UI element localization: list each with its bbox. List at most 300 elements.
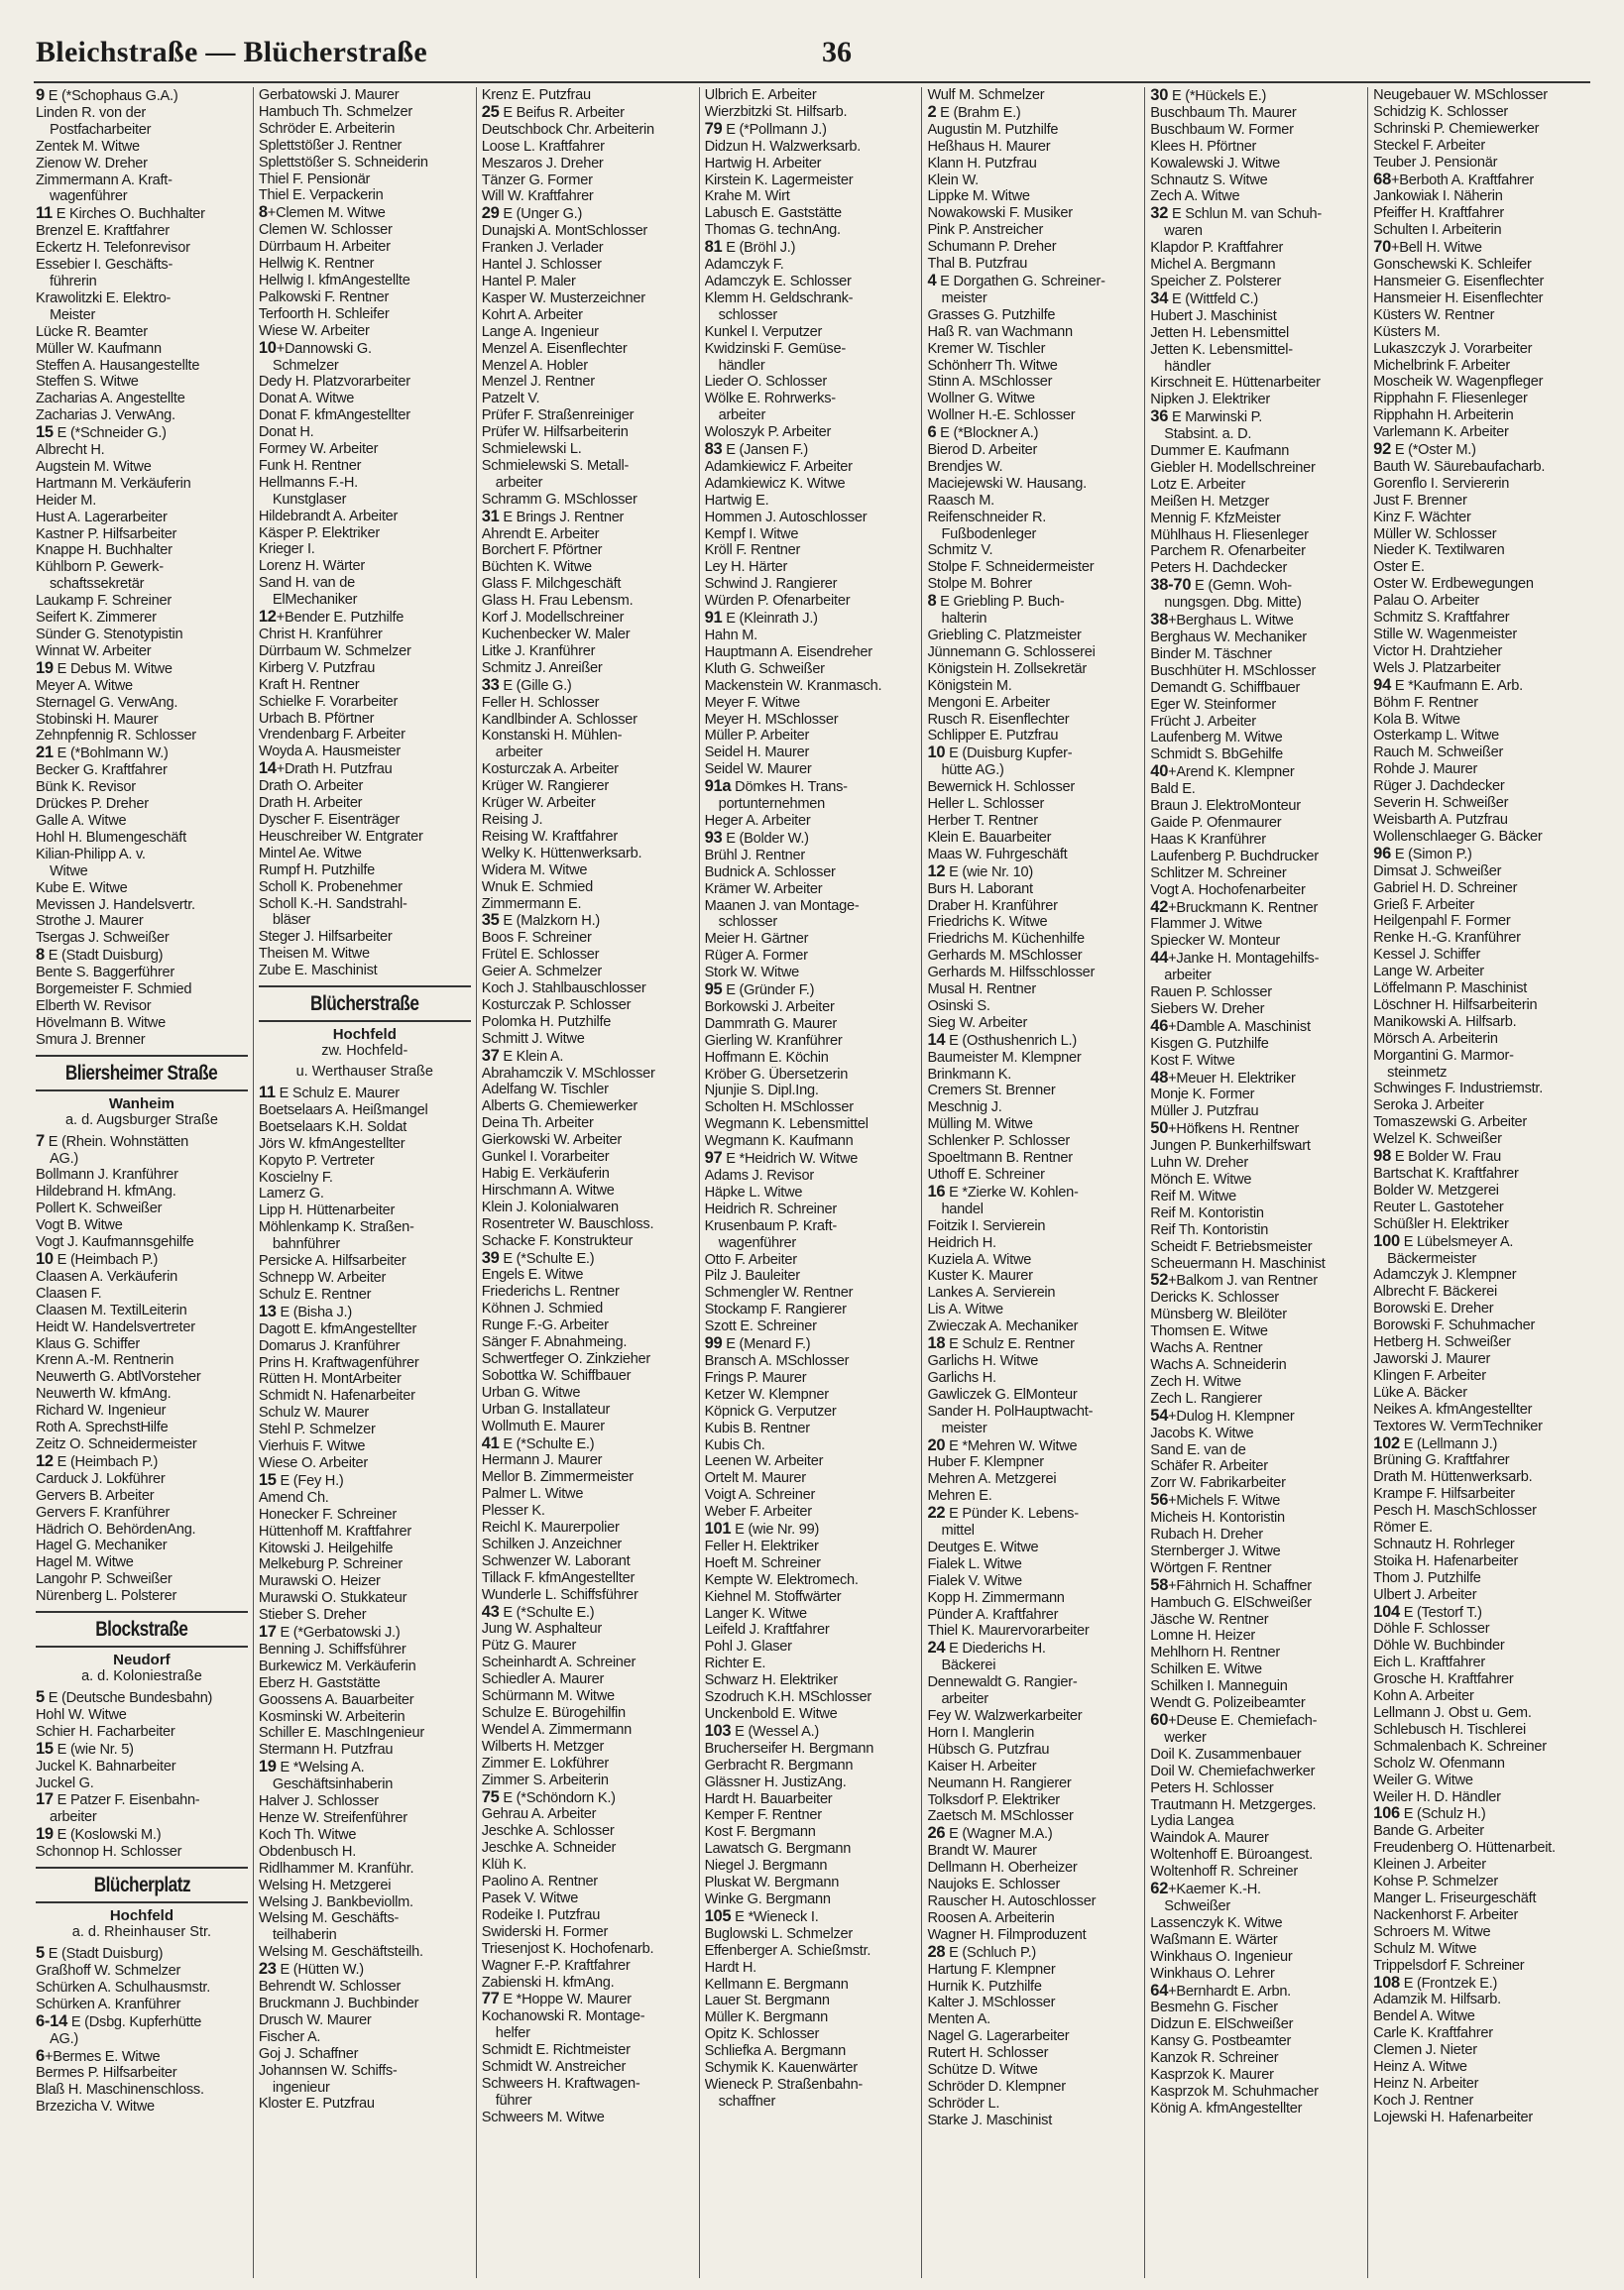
entry-text: Huber F. Klempner: [927, 1454, 1044, 1471]
entry-text: Tsergas J. Schweißer: [36, 930, 170, 947]
resident-entry: [705, 1943, 917, 1960]
entry-text: Jeschke A. Schlosser: [481, 1823, 615, 1840]
entry-text: Trautmann H. Metzgerges.: [1150, 1796, 1317, 1813]
entry-text: Stobinski H. Maurer: [36, 711, 159, 728]
resident-entry: [482, 1402, 694, 1419]
resident-entry: [1373, 1452, 1585, 1469]
entry-text: Schwenzer W. Laborant: [481, 1552, 631, 1569]
entry-text: Schwind J. Rangierer: [704, 576, 838, 593]
resident-entry: [705, 761, 917, 778]
entry-text: arbeiter: [50, 1809, 97, 1826]
resident-entry: [482, 1368, 694, 1385]
entry-text: Varlemann K. Arbeiter: [1373, 424, 1509, 441]
entry-text: Schweers H. Kraftwagen-: [481, 2075, 640, 2092]
entry-text: Wachs A. Schneiderin: [1150, 1356, 1287, 1373]
entry-text: E (*Schophaus G.A.): [44, 88, 178, 104]
entry-text: Kuchenbecker W. Maler: [481, 627, 631, 642]
entry-text: E (Fey H.): [276, 1472, 344, 1489]
resident-entry: [705, 1353, 917, 1370]
resident-entry: [705, 324, 917, 341]
resident-entry: [927, 728, 1139, 744]
resident-entry: [259, 1438, 471, 1455]
entry-text: Litke J. Kranführer: [481, 642, 596, 659]
entry-text: Maanen J. van Montage-: [704, 897, 860, 914]
house-entry: [927, 1335, 1139, 1353]
house-number: 16: [927, 1183, 946, 1201]
entry-text: Stinn A. MSchlosser: [927, 374, 1053, 391]
entry-text: Moscheik W. Wagenpfleger: [1373, 374, 1544, 391]
entry-text: Wiese O. Arbeiter: [258, 1454, 368, 1471]
resident-entry: [259, 1321, 471, 1338]
resident-entry: [482, 1907, 694, 1924]
entry-text: E Schlun M. van Schuh-: [1168, 206, 1323, 223]
resident-entry: [36, 1386, 248, 1403]
entry-text: Schwarz H. Elektriker: [704, 1672, 838, 1689]
entry-continuation: [259, 1776, 471, 1793]
resident-entry: [482, 458, 694, 475]
entry-text: Adamczyk F.: [704, 257, 784, 274]
resident-entry: [482, 1098, 694, 1115]
entry-text: schlosser: [718, 306, 777, 323]
entry-text: Demandt G. Schiffbauer: [1150, 679, 1301, 696]
entry-text: Bierod D. Arbeiter: [927, 442, 1038, 459]
resident-entry: [927, 139, 1139, 156]
resident-entry: [1373, 1351, 1585, 1368]
entry-text: Heuschreiber W. Entgrater: [258, 828, 423, 845]
entry-text: Schrinski P. Chemiewerker: [1373, 120, 1540, 137]
resident-entry: [482, 1874, 694, 1890]
house-entry: [1373, 677, 1585, 695]
entry-text: Langohr P. Schweißer: [36, 1571, 173, 1588]
entry-continuation: [1373, 1251, 1585, 1268]
entry-text: Hartmann M. Verkäuferin: [36, 475, 191, 492]
entry-continuation: [927, 526, 1139, 543]
entry-text: Ortelt M. Maurer: [704, 1470, 806, 1487]
resident-entry: [705, 1656, 917, 1672]
house-number: 68: [1373, 171, 1392, 188]
house-entry: [1150, 408, 1362, 426]
resident-entry: [482, 2110, 694, 2126]
entry-text: Wiese W. Arbeiter: [258, 322, 370, 339]
resident-entry: [482, 223, 694, 240]
resident-entry: [1373, 1874, 1585, 1890]
entry-text: Rosentreter W. Bauschloss.: [481, 1215, 654, 1232]
house-entry: [927, 744, 1139, 762]
entry-text: Steckel F. Arbeiter: [1373, 137, 1486, 154]
entry-text: E (wie Nr. 99): [731, 1522, 820, 1539]
entry-text: Kasper W. Musterzeichner: [481, 289, 645, 306]
resident-entry: [705, 1033, 917, 1050]
house-entry: [36, 205, 248, 223]
entry-text: Giebler H. Modellschreiner: [1150, 459, 1316, 476]
entry-text: Clemen W. Schlosser: [258, 222, 393, 239]
house-entry: [259, 609, 471, 627]
entry-text: Brenzel E. Kraftfahrer: [36, 223, 170, 240]
resident-entry: [36, 1234, 248, 1251]
resident-entry: [1373, 257, 1585, 274]
entry-continuation: [482, 2093, 694, 2110]
entry-text: Sünder G. Stenotypistin: [36, 627, 183, 642]
resident-entry: [1150, 1222, 1362, 1239]
entry-text: hütte AG.): [941, 762, 1004, 779]
resident-entry: [1150, 1780, 1362, 1797]
house-entry: [1150, 1120, 1362, 1138]
resident-entry: [482, 660, 694, 677]
resident-entry: [927, 442, 1139, 459]
entry-text: Honecker F. Schreiner: [258, 1506, 397, 1523]
entry-text: Schürmann M. Witwe: [481, 1688, 615, 1705]
entry-text: Hommen J. Autoschlosser: [704, 509, 868, 525]
entry-text: E (Deutsche Bundesbahn): [44, 1690, 213, 1707]
entry-continuation: [36, 188, 248, 205]
entry-text: Spoeltmann B. Rentner: [927, 1150, 1073, 1167]
entry-text: Kunstglaser: [272, 491, 347, 508]
resident-entry: [1373, 341, 1585, 358]
entry-text: Baumeister M. Klempner: [927, 1049, 1082, 1066]
entry-text: Schier H. Facharbeiter: [36, 1723, 175, 1740]
resident-entry: [259, 575, 471, 592]
entry-text: Gorenflo I. Serviererin: [1373, 475, 1510, 492]
entry-text: Lücke R. Beamter: [36, 323, 148, 340]
house-entry: [1150, 612, 1362, 630]
entry-text: Hauptmann A. Eisendreher: [704, 643, 872, 660]
resident-entry: [927, 1150, 1139, 1167]
house-number: 60: [1150, 1712, 1169, 1729]
entry-text: Adams J. Revisor: [704, 1168, 814, 1184]
entry-text: Stolpe F. Schneidermeister: [927, 559, 1095, 576]
entry-text: arbeiter: [1164, 968, 1212, 984]
entry-text: Augstein M. Witwe: [36, 458, 152, 475]
entry-text: Kempte W. Elektromech.: [704, 1571, 859, 1588]
house-entry: [705, 121, 917, 139]
entry-text: Bande G. Arbeiter: [1373, 1823, 1484, 1840]
resident-entry: [1373, 407, 1585, 424]
resident-entry: [1373, 222, 1585, 239]
entry-text: Borchert F. Pförtner: [481, 542, 603, 559]
resident-entry: [705, 1555, 917, 1572]
resident-entry: [482, 172, 694, 189]
resident-entry: [482, 1082, 694, 1098]
entry-text: E (Wittfeld C.): [1168, 290, 1259, 307]
house-number: 7: [36, 1132, 45, 1150]
entry-text: Kandlbinder A. Schlosser: [481, 711, 638, 728]
house-entry: [259, 1624, 471, 1642]
entry-text: Carduck J. Lokführer: [36, 1470, 166, 1487]
house-entry: [1150, 1408, 1362, 1426]
street-location: a. d. Augsburger Straße: [64, 1111, 218, 1128]
entry-text: E *Wieneck I.: [731, 1908, 819, 1925]
entry-text: Kosturczak P. Schlosser: [481, 996, 632, 1013]
entry-text: Galle A. Witwe: [36, 812, 127, 829]
entry-text: Stork W. Witwe: [704, 965, 799, 981]
entry-text: E Schulz E. Maurer: [275, 1086, 400, 1102]
entry-text: Bartschat K. Kraftfahrer: [1373, 1166, 1519, 1182]
resident-entry: [1373, 778, 1585, 795]
house-number: 19: [36, 1826, 54, 1844]
resident-entry: [482, 1200, 694, 1216]
entry-text: Müller K. Bergmann: [704, 2009, 829, 2026]
entry-text: E *Hoppe W. Maurer: [499, 1992, 632, 2008]
resident-entry: [927, 830, 1139, 847]
entry-text: Herber T. Rentner: [927, 812, 1038, 829]
house-entry: [1373, 441, 1585, 459]
entry-text: Schulze E. Bürogehilfin: [481, 1705, 626, 1721]
entry-text: Hohl H. Blumengeschäft: [36, 829, 186, 846]
house-entry: [36, 1689, 248, 1707]
resident-entry: [927, 222, 1139, 239]
resident-entry: [482, 1267, 694, 1284]
resident-entry: [482, 1890, 694, 1907]
resident-entry: [1150, 1239, 1362, 1256]
resident-entry: [36, 139, 248, 156]
entry-text: Wollmuth E. Maurer: [481, 1418, 605, 1434]
entry-text: Nürenberg L. Polsterer: [36, 1588, 177, 1605]
house-entry: [259, 1961, 471, 1979]
entry-text: Welzel K. Schweißer: [1373, 1131, 1502, 1148]
entry-text: Neumann H. Rangierer: [927, 1775, 1072, 1791]
house-number: 99: [704, 1335, 723, 1353]
house-number: 70: [1373, 239, 1392, 257]
entry-text: E *Zierke W. Kohlen-: [945, 1184, 1079, 1201]
resident-entry: [1373, 1419, 1585, 1435]
entry-continuation: [1150, 223, 1362, 240]
entry-text: Sander H. PolHauptwacht-: [927, 1403, 1094, 1420]
resident-entry: [482, 374, 694, 391]
resident-entry: [482, 728, 694, 744]
resident-entry: [482, 846, 694, 862]
entry-text: E Diederichs H.: [945, 1641, 1046, 1658]
entry-text: Bollmann J. Kranführer: [36, 1167, 178, 1184]
resident-entry: [1373, 1739, 1585, 1756]
entry-text: Eich L. Kraftfahrer: [1373, 1655, 1486, 1671]
entry-text: Will W. Kraftfahrer: [481, 188, 594, 205]
resident-entry: [259, 104, 471, 121]
entry-text: Roosen A. Arbeiterin: [927, 1909, 1055, 1926]
entry-text: Schröder L.: [927, 2095, 1000, 2112]
entry-text: Schmidt S. BbGehilfe: [1150, 746, 1284, 763]
entry-text: Dennewaldt G. Rangier-: [927, 1674, 1078, 1691]
resident-entry: [705, 1202, 917, 1218]
resident-entry: [705, 1437, 917, 1454]
resident-entry: [927, 1910, 1139, 1927]
entry-text: Schmielewski S. Metall-: [481, 457, 630, 474]
resident-entry: [705, 2060, 917, 2077]
entry-text: Terfoorth H. Schleifer: [258, 305, 390, 322]
entry-text: Glass F. Milchgeschäft: [481, 576, 622, 593]
entry-text: Smura J. Brenner: [36, 1031, 146, 1048]
resident-entry: [1150, 1764, 1362, 1780]
entry-text: Amend Ch.: [258, 1489, 329, 1506]
entry-text: Nowakowski F. Musiker: [927, 205, 1073, 222]
resident-entry: [36, 476, 248, 493]
entry-text: Tänzer G. Former: [481, 172, 593, 188]
entry-text: Stoika H. Hafenarbeiter: [1373, 1552, 1519, 1569]
resident-entry: [259, 2046, 471, 2063]
entry-text: +Drath H. Putzfrau: [276, 761, 393, 778]
entry-text: Splettstößer S. Schneiderin: [258, 154, 428, 171]
entry-text: Drusch W. Maurer: [258, 2011, 372, 2028]
resident-entry: [36, 1707, 248, 1724]
entry-text: Lippke M. Witwe: [927, 188, 1030, 205]
entry-text: Kasprzok M. Schuhmacher: [1150, 2083, 1319, 2100]
resident-entry: [482, 1233, 694, 1250]
entry-text: Krenn A.-M. Rentnerin: [36, 1352, 174, 1369]
entry-text: Drath O. Arbeiter: [258, 778, 364, 795]
entry-text: Schmalenbach K. Schreiner: [1373, 1738, 1547, 1755]
resident-entry: [482, 492, 694, 509]
resident-entry: [259, 1692, 471, 1709]
street-name: Blücherplatz: [93, 1874, 190, 1897]
entry-text: Schmelzer: [272, 357, 339, 374]
entry-text: Knappe H. Buchhalter: [36, 542, 173, 559]
house-entry: [482, 1250, 694, 1268]
entry-text: Wörtgen F. Rentner: [1150, 1559, 1272, 1576]
resident-entry: [1373, 510, 1585, 526]
resident-entry: [259, 458, 471, 475]
resident-entry: [259, 187, 471, 204]
house-entry: [927, 1505, 1139, 1523]
resident-entry: [927, 256, 1139, 273]
house-number: 95: [704, 981, 723, 999]
entry-text: Seidel H. Maurer: [704, 744, 810, 761]
entry-continuation: [259, 1236, 471, 1253]
house-entry: [1150, 1881, 1362, 1898]
entry-text: Gierkowski W. Arbeiter: [481, 1132, 623, 1149]
house-number: 62: [1150, 1881, 1169, 1898]
house-number: 5: [36, 1945, 45, 1963]
entry-text: Mehren A. Metzgerei: [927, 1471, 1057, 1488]
street-location: a. d. Rheinhauser Str.: [71, 1924, 212, 1941]
entry-text: Müller W. Schlosser: [1373, 525, 1497, 542]
resident-entry: [1373, 1705, 1585, 1722]
resident-entry: [482, 87, 694, 104]
house-number: 17: [36, 1791, 54, 1809]
entry-text: teilhaberin: [272, 1927, 337, 1944]
entry-text: +Kaemer K.-H.: [1168, 1882, 1261, 1898]
street-location: zw. Hochfeld-: [321, 1043, 408, 1060]
entry-text: Wegmann K. Kaufmann: [704, 1133, 854, 1150]
entry-text: Borowski F. Schuhmacher: [1373, 1317, 1536, 1334]
resident-entry: [482, 1301, 694, 1317]
resident-entry: [1373, 2110, 1585, 2126]
entry-text: +Michels F. Witwe: [1168, 1493, 1281, 1510]
resident-entry: [1150, 1256, 1362, 1273]
entry-text: E (Kleinrath J.): [722, 611, 818, 628]
entry-text: Krawolitzki E. Elektro-: [36, 289, 172, 306]
resident-entry: [705, 510, 917, 526]
house-number: 33: [481, 676, 500, 694]
resident-entry: [259, 1556, 471, 1573]
entry-text: Kluth G. Schweißer: [704, 660, 825, 677]
entry-text: Lipp H. Hüttenarbeiter: [258, 1202, 396, 1219]
entry-continuation: [705, 2094, 917, 2111]
resident-entry: [482, 930, 694, 947]
resident-entry: [36, 762, 248, 779]
entry-text: Dummer E. Kaufmann: [1150, 443, 1290, 460]
resident-entry: [36, 593, 248, 610]
resident-entry: [482, 812, 694, 829]
entry-text: Raasch M.: [927, 492, 994, 509]
resident-entry: [927, 914, 1139, 931]
entry-text: E (*Schneider G.): [53, 425, 167, 442]
entry-text: führer: [495, 2092, 532, 2109]
resident-entry: [927, 1488, 1139, 1505]
entry-continuation: [705, 796, 917, 813]
entry-text: Schmidt E. Richtmeister: [481, 2042, 631, 2059]
entry-text: Kwidzinski F. Gemüse-: [704, 340, 846, 357]
resident-entry: [36, 627, 248, 643]
resident-entry: [927, 712, 1139, 729]
resident-entry: [1150, 1813, 1362, 1830]
resident-entry: [259, 1894, 471, 1911]
resident-entry: [927, 1235, 1139, 1252]
resident-entry: [705, 1050, 917, 1067]
resident-entry: [259, 862, 471, 879]
entry-text: Königstein H. Zollsekretär: [927, 660, 1088, 677]
entry-text: Gaide P. Ofenmaurer: [1150, 814, 1282, 831]
entry-text: Kellmann E. Bergmann: [704, 1976, 849, 1993]
entry-text: Müller W. Kaufmann: [36, 340, 162, 357]
entry-text: Persicke A. Hilfsarbeiter: [258, 1253, 406, 1270]
entry-text: E Bolder W. Frau: [1391, 1149, 1501, 1166]
resident-entry: [1373, 1553, 1585, 1570]
resident-entry: [927, 1927, 1139, 1944]
entry-text: Pluskat W. Bergmann: [704, 1875, 840, 1891]
house-entry: [927, 593, 1139, 611]
entry-text: E Patzer F. Eisenbahn-: [53, 1792, 200, 1809]
entry-text: E (*Schulte E.): [499, 1250, 595, 1267]
resident-entry: [482, 1452, 694, 1469]
entry-text: E (*Schöndorn K.): [499, 1789, 616, 1806]
resident-entry: [927, 1133, 1139, 1150]
entry-text: Krüger W. Arbeiter: [481, 795, 596, 812]
entry-text: Wendel A. Zimmermann: [481, 1721, 632, 1738]
entry-text: Schulz E. Rentner: [258, 1286, 372, 1303]
entry-text: Dunajski A. MontSchlosser: [481, 223, 648, 240]
entry-text: Menten A.: [927, 2011, 990, 2028]
resident-entry: [482, 441, 694, 458]
entry-text: Melkeburg P. Schreiner: [258, 1556, 403, 1573]
resident-entry: [36, 1167, 248, 1184]
resident-entry: [705, 931, 917, 948]
resident-entry: [259, 660, 471, 677]
entry-text: Mennig F. KfzMeister: [1150, 510, 1281, 526]
entry-text: Brucherseifer H. Bergmann: [704, 1740, 874, 1757]
house-entry: [36, 1453, 248, 1471]
district-name: Neudorf: [113, 1652, 171, 1669]
entry-text: Donat H.: [258, 424, 314, 441]
resident-entry: [927, 156, 1139, 172]
resident-entry: [259, 525, 471, 542]
resident-entry: [1373, 374, 1585, 391]
resident-entry: [259, 407, 471, 424]
entry-text: Deutschbock Chr. Arbeiterin: [481, 121, 654, 138]
resident-entry: [36, 1775, 248, 1792]
resident-entry: [36, 172, 248, 189]
entry-text: E (Gemn. Woh-: [1191, 578, 1292, 595]
house-number: 26: [927, 1825, 946, 1843]
resident-entry: [705, 156, 917, 172]
resident-entry: [1150, 1612, 1362, 1629]
entry-text: Jacobs K. Witwe: [1150, 1425, 1254, 1441]
house-number: 92: [1373, 441, 1392, 459]
house-entry: [927, 424, 1139, 442]
entry-text: Kiehnel M. Stoffwärter: [704, 1588, 842, 1605]
entry-text: Schwinges F. Industriemstr.: [1373, 1081, 1544, 1097]
entry-text: Schlipper E. Putzfrau: [927, 728, 1059, 744]
resident-entry: [36, 442, 248, 459]
entry-text: wagenführer: [718, 1234, 796, 1251]
